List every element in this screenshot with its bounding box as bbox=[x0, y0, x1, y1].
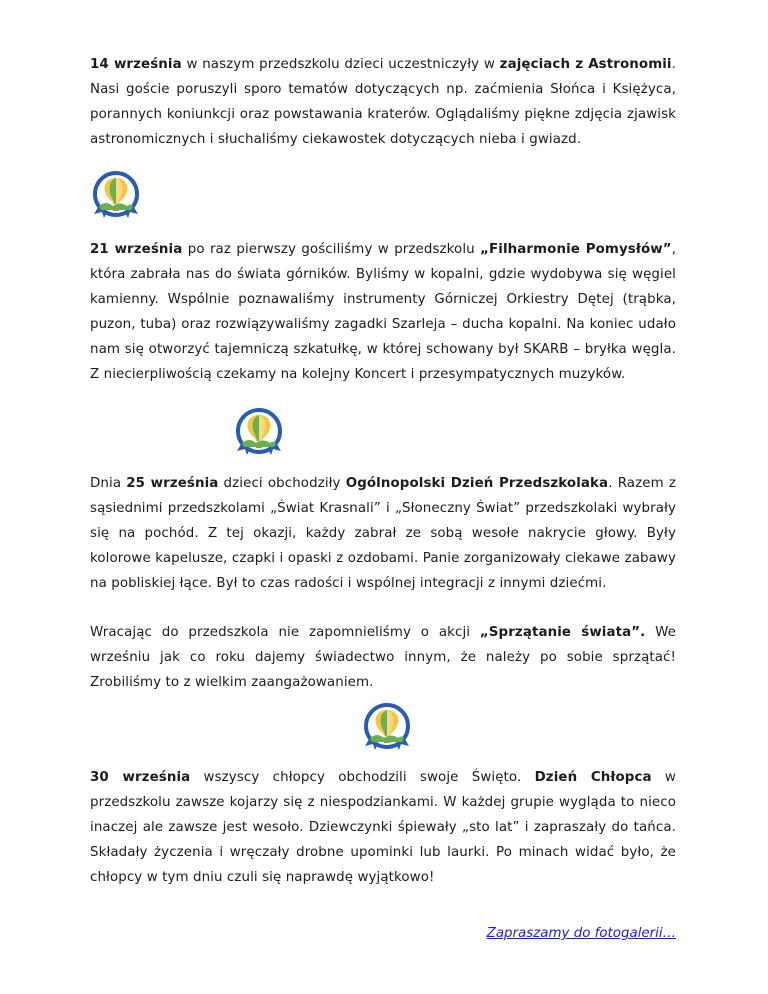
bold-run: zajęciach z Astronomii bbox=[499, 57, 672, 72]
paragraph-philharmonic bbox=[90, 237, 676, 387]
bold-run: Dzień Chłopca bbox=[534, 770, 652, 785]
text-run: . Nasi goście poruszyli sporo tematów dotyczących np. zaćmienia Słońca i Księżyca, porannych koniunkcji oraz powstawania kraterów. Oglądaliśmy piękne zdjęcia zjawisk astronomicznych i słuchaliśmy ciekawostek dotyczących nieba i gwiazd. bbox=[90, 57, 676, 147]
balloon-logo-svg bbox=[362, 700, 412, 760]
text-run: wszyscy chłopcy obchodzili swoje Święto. bbox=[190, 770, 535, 785]
text-run: po raz pierwszy gościliśmy w przedszkolu bbox=[182, 242, 481, 257]
balloon-logo-icon bbox=[362, 700, 412, 760]
bold-run: 25 września bbox=[126, 476, 219, 491]
text-run: . Razem z sąsiednimi przedszkolami „Świat Krasnali” i „Słoneczny Świat” przedszkolaki wybrały się na pochód. Z tej okazji, każdy zabrał ze sobą wesołe nakrycie głowy. Były kolorowe kapelusze, czapki i opaski z ozdobami. Panie zorganizowały ciekawe zabawy na pobliskiej łące. Był to czas radości i wspólnej integracji z innymi dziećmi. bbox=[90, 476, 676, 591]
text-run: , która zabrała nas do świata górników. Byliśmy w kopalni, gdzie wydobywa się węgiel kamienny. Wspólnie poznawaliśmy instrumenty Górniczej Orkiestry Dętej (trąbka, puzon, tuba) oraz rozwiązywaliśmy zagadki Szarleja – ducha kopalni. Na koniec udało nam się otworzyć tajemniczą szkatułkę, w której schowany był SKARB – bryłka węgla. Z niecierpliwością czekamy na kolejny Koncert i przesympatycznych muzyków. bbox=[90, 242, 676, 382]
bold-run: 14 września bbox=[90, 57, 182, 72]
text-run: dzieci obchodziły bbox=[218, 476, 346, 491]
bold-run: 21 września bbox=[90, 242, 183, 257]
text-run: w naszym przedszkolu dzieci uczestniczyły w bbox=[181, 57, 500, 72]
paragraph-clean-up-world bbox=[90, 620, 676, 695]
bold-run: Ogólnopolski Dzień Przedszkolaka bbox=[345, 476, 609, 491]
text-run: Dnia bbox=[90, 476, 127, 491]
paragraph-boys-day bbox=[90, 765, 676, 890]
text-run: w przedszkolu zawsze kojarzy się z niespodziankami. W każdej grupie wygląda to nieco inaczej ale zawsze jest wesoło. Dziewczynki śpiewały „sto lat” i zapraszały do tańca. Składały życzenia i wręczały drobne upominki lub laurki. Po minach widać było, że chłopcy w tym dniu czuli się naprawdę wyjątkowo! bbox=[90, 770, 676, 885]
balloon-logo-icon bbox=[91, 168, 141, 228]
text-run: Wracając do przedszkola nie zapomnieliśmy o akcji bbox=[90, 625, 480, 640]
paragraph-preschooler-day bbox=[90, 471, 676, 596]
bold-run: „Filharmonie Pomysłów” bbox=[480, 242, 672, 257]
gallery-link[interactable]: Zapraszamy do fotogalerii… bbox=[486, 926, 676, 941]
bold-run: 30 września bbox=[90, 770, 191, 785]
paragraph-astronomy bbox=[90, 52, 676, 152]
text-run: We wrześniu jak co roku dajemy świadectwo innym, że należy po sobie sprzątać! Zrobiliśmy to z wielkim zaangażowaniem. bbox=[90, 625, 677, 690]
balloon-logo-svg bbox=[91, 168, 141, 228]
balloon-logo-svg bbox=[234, 405, 284, 465]
balloon-logo-icon bbox=[234, 405, 284, 465]
bold-run: „Sprzątanie świata”. bbox=[479, 625, 646, 640]
